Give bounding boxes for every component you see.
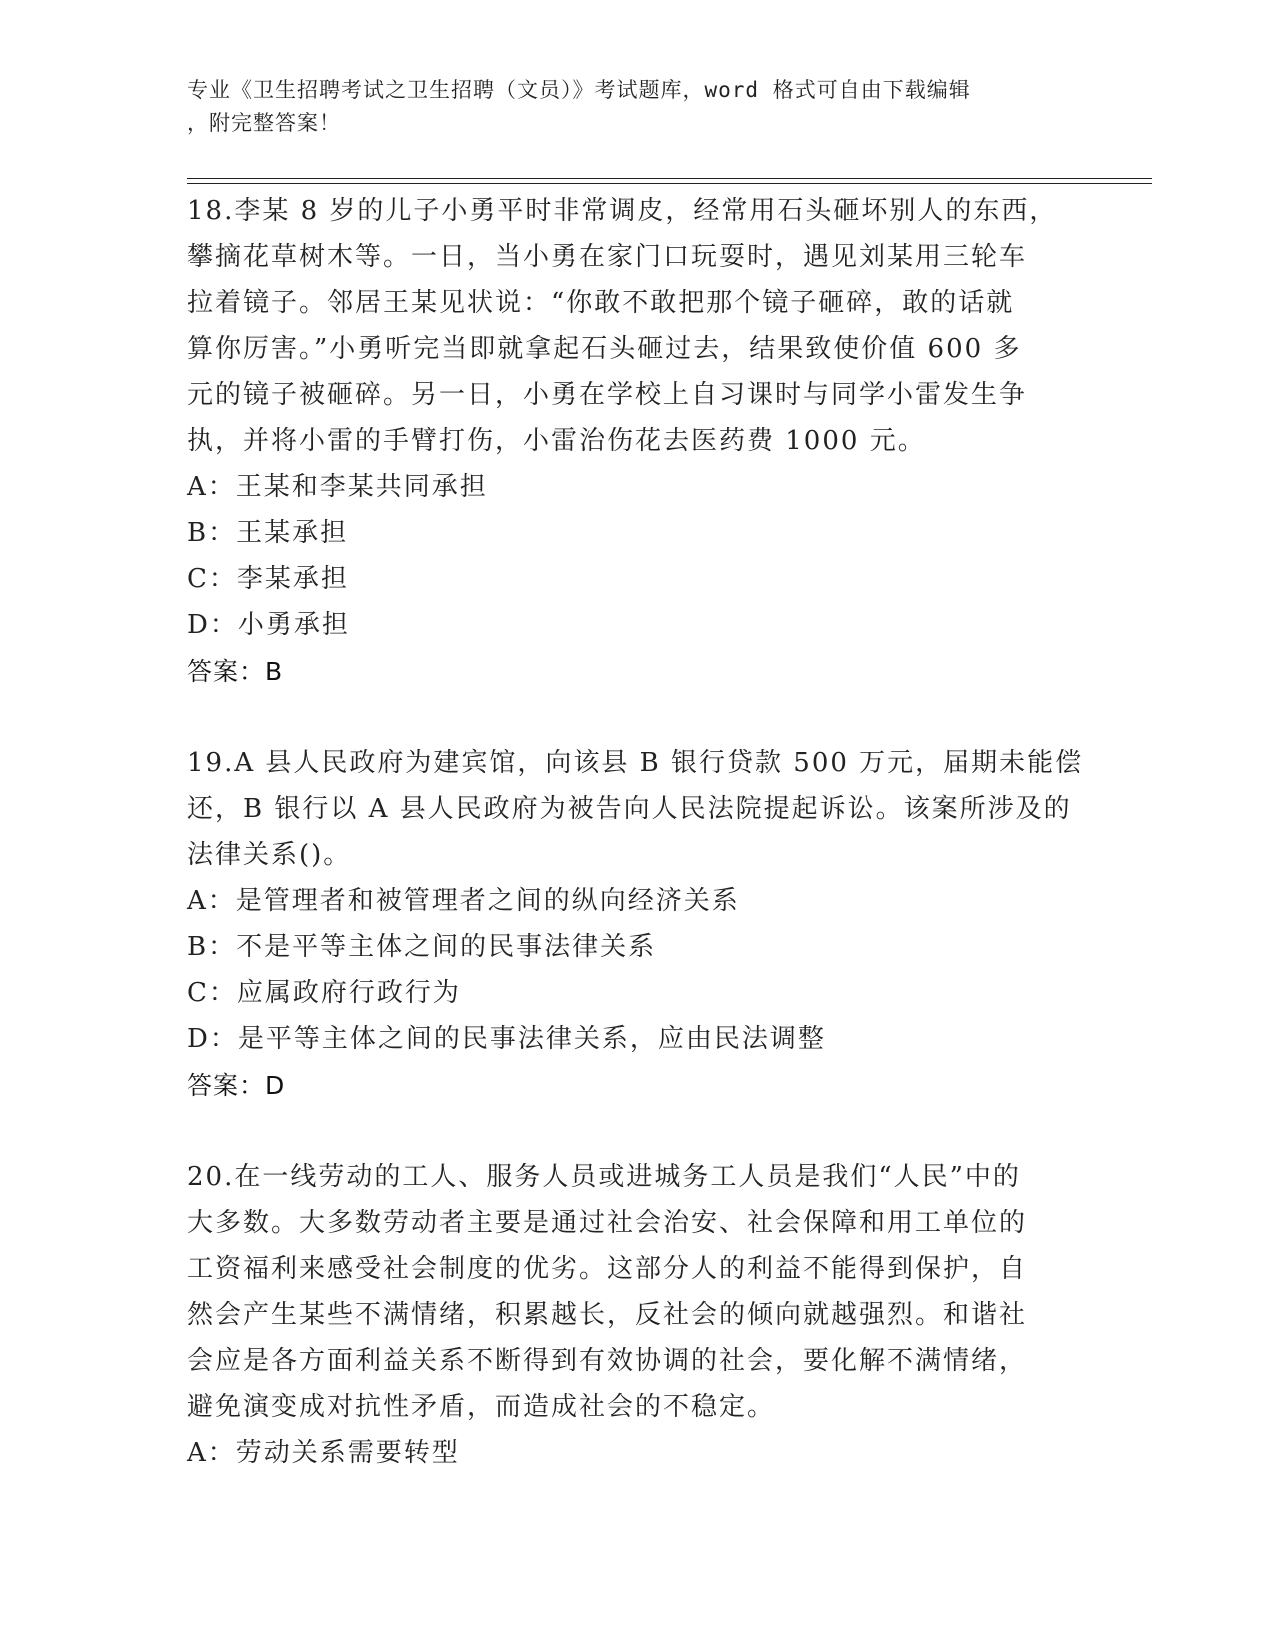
question-stem-line: 元的镜子被砸碎。另一日，小勇在学校上自习课时与同学小雷发生争 (187, 380, 1028, 410)
question-stem-line: 会应是各方面利益关系不断得到有效协调的社会，要化解不满情绪， (187, 1346, 1028, 1376)
option-d: D：是平等主体之间的民事法律关系，应由民法调整 (187, 1024, 826, 1054)
header-divider-top (187, 178, 1152, 179)
question-stem-line: 法律关系()。 (187, 840, 352, 870)
question-19 (187, 740, 1087, 1110)
question-stem-line: 工资福利来感受社会制度的优劣。这部分人的利益不能得到保护，自 (187, 1254, 1028, 1284)
question-20 (187, 1154, 1087, 1476)
question-stem-line: 算你厉害。”小勇听完当即就拿起石头砸过去，结果致使价值 600 多 (187, 334, 1022, 364)
question-stem-line: 然会产生某些不满情绪，积累越长，反社会的倾向就越强烈。和谐社 (187, 1300, 1028, 1330)
answer: 答案：B (187, 657, 284, 686)
question-18 (187, 188, 1087, 696)
option-a: A：王某和李某共同承担 (187, 472, 488, 502)
option-d: D：小勇承担 (187, 610, 350, 640)
question-stem-line: 大多数。大多数劳动者主要是通过社会治安、社会保障和用工单位的 (187, 1208, 1028, 1238)
question-stem-line: 18.李某 8 岁的儿子小勇平时非常调皮，经常用石头砸坏别人的东西， (187, 196, 1058, 226)
header-divider-bottom (187, 183, 1152, 184)
option-b: B：不是平等主体之间的民事法律关系 (187, 932, 657, 962)
question-stem-line: 还，B 银行以 A 县人民政府为被告向人民法院提起诉讼。该案所涉及的 (187, 794, 1072, 824)
option-b: B：王某承担 (187, 518, 349, 548)
question-stem-line: 19.A 县人民政府为建宾馆，向该县 B 银行贷款 500 万元，届期未能偿 (187, 748, 1084, 778)
answer: 答案：D (187, 1071, 286, 1100)
option-c: C：李某承担 (187, 564, 349, 594)
question-stem-line: 拉着镜子。邻居王某见状说：“你敢不敢把那个镜子砸碎，敢的话就 (187, 288, 1015, 318)
question-stem-line: 避免演变成对抗性矛盾，而造成社会的不稳定。 (187, 1392, 776, 1422)
question-stem-line: 执，并将小雷的手臂打伤，小雷治伤花去医药费 1000 元。 (187, 426, 926, 456)
question-list (187, 188, 1087, 1476)
option-a: A：劳动关系需要转型 (187, 1438, 460, 1468)
header-line: 专业《卫生招聘考试之卫生招聘（文员）》考试题库，word 格式可自由下载编辑 (187, 78, 971, 102)
document-header (187, 74, 1067, 140)
header-line: ，附完整答案！ (187, 111, 341, 135)
question-stem-line: 攀摘花草树木等。一日，当小勇在家门口玩耍时，遇见刘某用三轮车 (187, 242, 1028, 272)
option-c: C：应属政府行政行为 (187, 978, 461, 1008)
question-stem-line: 20.在一线劳动的工人、服务人员或进城务工人员是我们“人民”中的 (187, 1162, 1021, 1192)
option-a: A：是管理者和被管理者之间的纵向经济关系 (187, 886, 740, 916)
